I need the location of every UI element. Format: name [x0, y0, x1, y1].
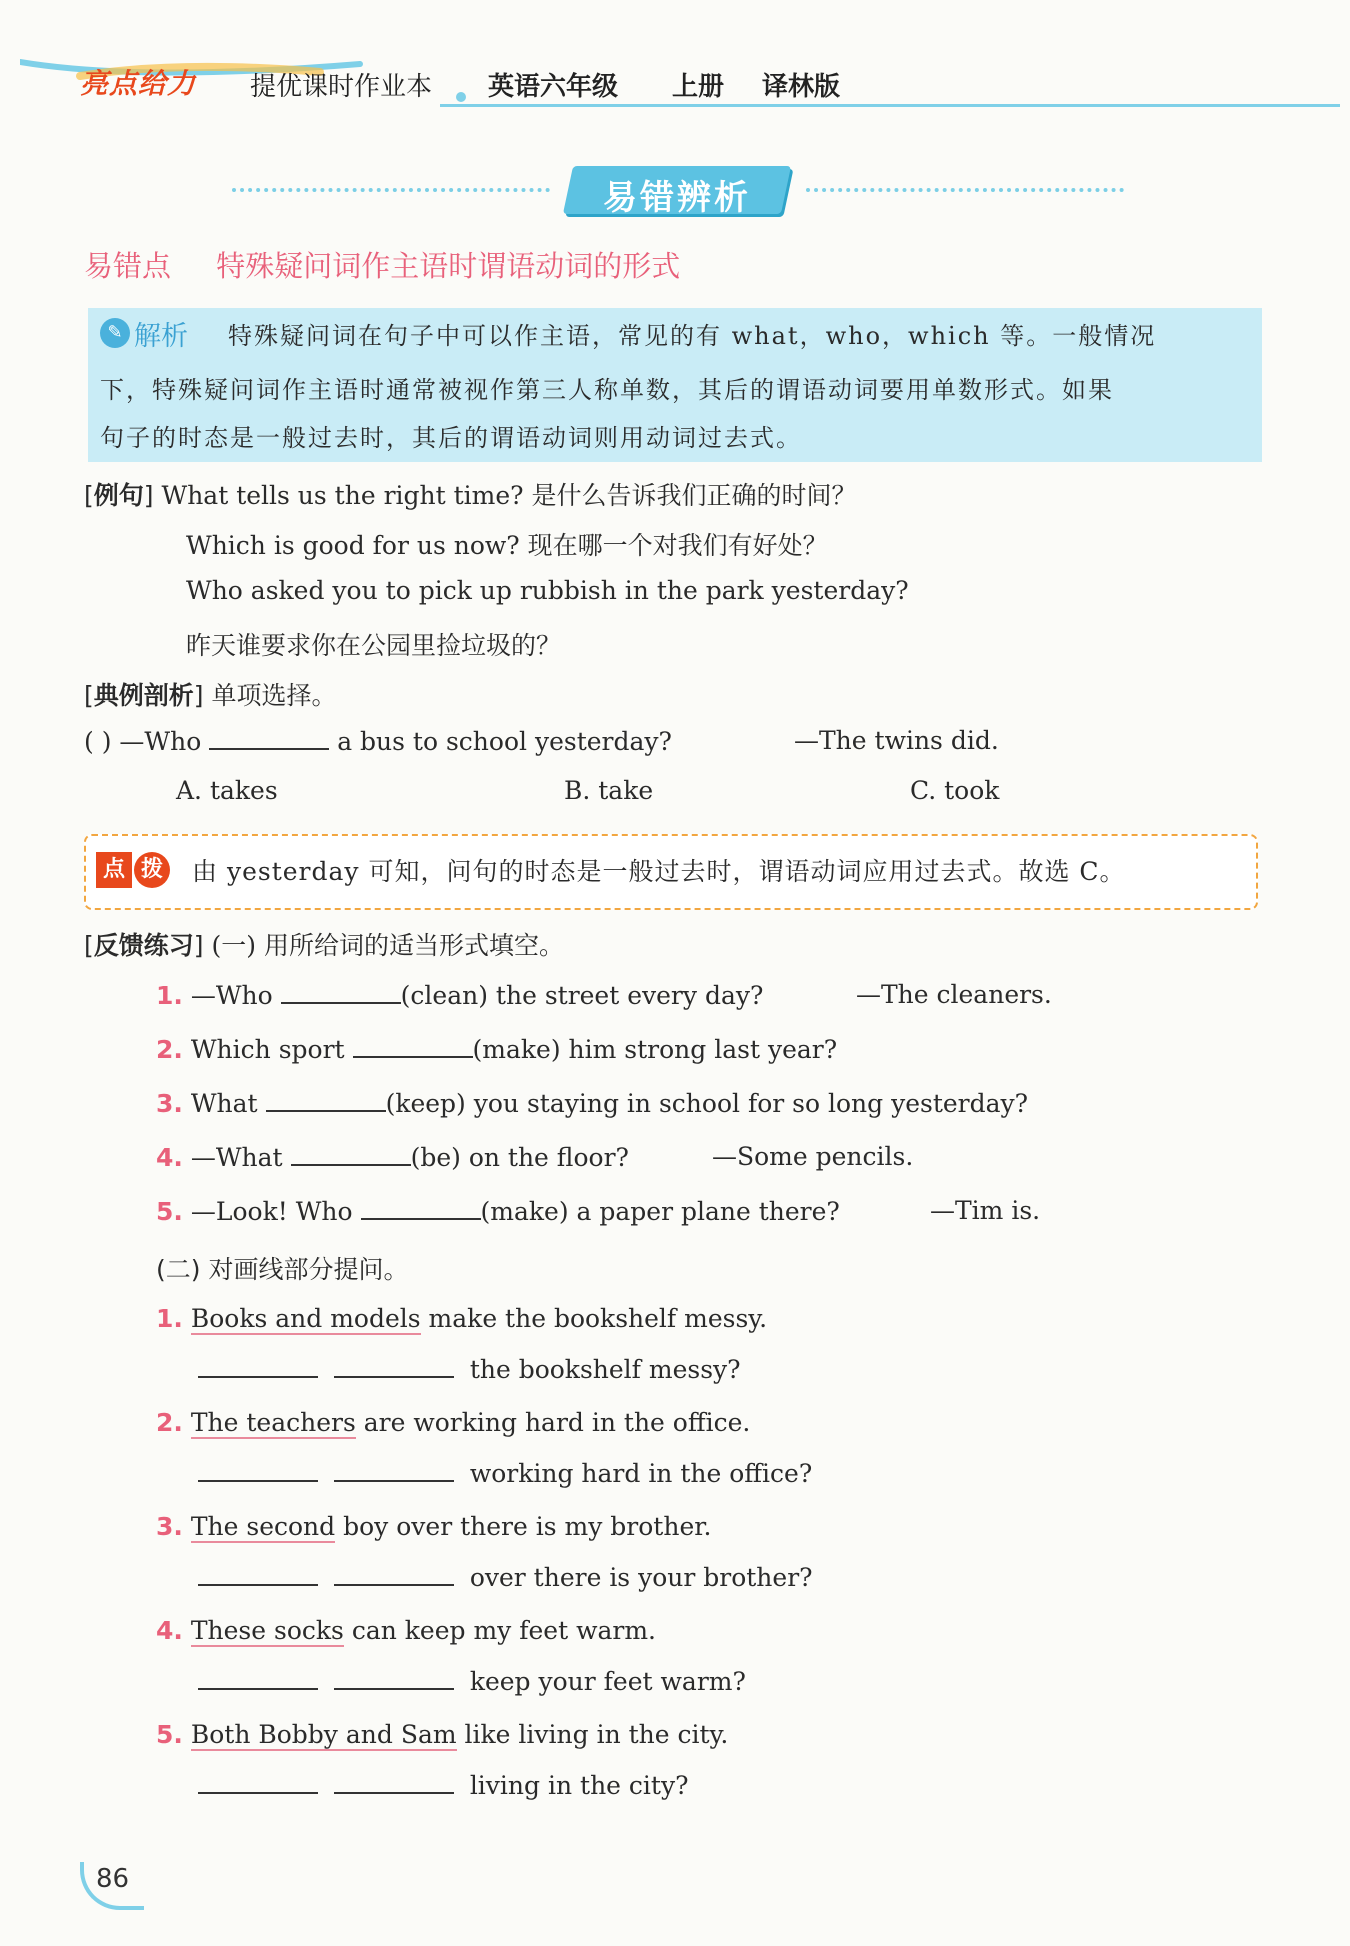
question-number: 4. — [156, 1143, 183, 1172]
example-sentence: Which is good for us now? 现在哪一个对我们有好处？ — [186, 531, 828, 560]
typical-label: 典例剖析 — [93, 681, 194, 710]
rewrite-question-2 — [156, 1408, 750, 1437]
header-edition: 译林版 — [762, 72, 841, 102]
rewrite-answer-3 — [198, 1562, 813, 1592]
answer-blank[interactable] — [198, 1354, 318, 1378]
question-text: can keep my feet warm. — [343, 1616, 656, 1645]
practice-heading — [84, 926, 564, 962]
question-text: —What — [190, 1143, 283, 1172]
analysis-label: 解析 — [134, 321, 188, 352]
example-sentence: 昨天谁要求你在公园里捡垃圾的？ — [186, 631, 562, 660]
underlined-phrase: Both Bobby and Sam — [190, 1720, 457, 1749]
question-text: (make) a paper plane there? — [480, 1197, 840, 1226]
question-text: (be) on the floor? — [410, 1143, 629, 1172]
answer-text: the bookshelf messy? — [469, 1355, 741, 1384]
fill-reply-5: —Tim is. — [930, 1196, 1041, 1225]
answer-blank[interactable] — [198, 1666, 318, 1690]
brand-logo: 亮点给力 — [80, 67, 197, 100]
rewrite-question-1 — [156, 1304, 767, 1333]
rewrite-answer-4 — [198, 1666, 746, 1696]
question-text: a bus to school yesterday? — [337, 727, 672, 756]
answer-blank[interactable] — [334, 1458, 454, 1482]
rewrite-answer-1 — [198, 1354, 741, 1384]
rewrite-answer-5 — [198, 1770, 688, 1800]
question-text: (keep) you staying in school for so long yesterday? — [385, 1089, 1029, 1118]
rewrite-answer-2 — [198, 1458, 812, 1488]
fill-reply-4: —Some pencils. — [712, 1142, 914, 1171]
practice-tag: [反馈练习] — [84, 931, 204, 960]
question-text: (make) him strong last year? — [472, 1035, 838, 1064]
question-text: like living in the city. — [456, 1720, 729, 1749]
header-grade: 英语六年级 — [488, 72, 619, 102]
error-point-label: 易错点 — [84, 249, 172, 283]
answer-blank[interactable] — [334, 1770, 454, 1794]
examples-label: 例句 — [93, 481, 144, 510]
underlined-phrase: The teachers — [190, 1408, 356, 1437]
question-text: are working hard in the office. — [355, 1408, 751, 1437]
rewrite-question-3 — [156, 1512, 711, 1541]
header-subtitle: 提优课时作业本 — [250, 72, 433, 102]
section-banner-title: 易错辨析 — [603, 178, 751, 218]
answer-blank[interactable] — [209, 726, 329, 750]
examples-line-1 — [84, 476, 857, 512]
fill-question-1 — [156, 980, 763, 1010]
answer-blank[interactable] — [198, 1562, 318, 1586]
analysis-line-3: 句子的时态是一般过去时，其后的谓语动词则用动词过去式。 — [100, 424, 802, 452]
fill-reply-1: —The cleaners. — [856, 980, 1052, 1009]
fill-question-3 — [156, 1088, 1028, 1118]
typical-question — [84, 726, 672, 756]
question-number: 1. — [156, 1304, 183, 1333]
question-number: 5. — [156, 1720, 183, 1749]
example-sentence: Who asked you to pick up rubbish in the park yesterday? — [186, 576, 909, 605]
question-text: What — [190, 1089, 258, 1118]
answer-paren[interactable]: ( ) — [84, 727, 112, 756]
question-number: 3. — [156, 1089, 183, 1118]
option-c[interactable]: C. took — [910, 776, 1000, 805]
answer-blank[interactable] — [266, 1088, 386, 1112]
answer-blank[interactable] — [353, 1034, 473, 1058]
answer-text: keep your feet warm? — [469, 1667, 746, 1696]
header-volume: 上册 — [672, 72, 725, 102]
question-text: —Look! Who — [190, 1197, 353, 1226]
answer-blank[interactable] — [334, 1666, 454, 1690]
fill-question-5 — [156, 1196, 840, 1226]
typical-reply: —The twins did. — [794, 726, 999, 755]
example-sentence: What tells us the right time? 是什么告诉我们正确的时间？ — [161, 481, 857, 510]
header-divider — [440, 104, 1340, 107]
question-number: 2. — [156, 1035, 183, 1064]
answer-blank[interactable] — [361, 1196, 481, 1220]
typical-tag: [典例剖析] — [84, 681, 204, 710]
hint-text: 由 yesterday 可知，问句的时态是一般过去时，谓语动词应用过去式。故选 C。 — [192, 857, 1126, 886]
analysis-line-1: 特殊疑问词在句子中可以作主语，常见的有 what，who，which 等。一般情况 — [228, 322, 1157, 350]
examples-tag: [例句] — [84, 481, 154, 510]
underlined-phrase: Books and models — [190, 1304, 421, 1333]
rewrite-question-5 — [156, 1720, 728, 1749]
question-number: 5. — [156, 1197, 183, 1226]
answer-blank[interactable] — [198, 1458, 318, 1482]
question-number: 4. — [156, 1616, 183, 1645]
hint-badge — [96, 852, 172, 888]
error-point-heading — [84, 244, 680, 285]
hint-badge-char-2: 拨 — [134, 852, 170, 888]
question-text: make the bookshelf messy. — [420, 1304, 768, 1333]
option-a[interactable]: A. takes — [176, 776, 278, 805]
answer-blank[interactable] — [198, 1770, 318, 1794]
error-point-title: 特殊疑问词作主语时谓语动词的形式 — [216, 249, 681, 283]
page-number: 86 — [96, 1864, 130, 1894]
answer-blank[interactable] — [291, 1142, 411, 1166]
practice-label: 反馈练习 — [93, 931, 194, 960]
answer-blank[interactable] — [334, 1562, 454, 1586]
answer-text: working hard in the office? — [469, 1459, 813, 1488]
question-text: Which sport — [190, 1035, 345, 1064]
option-b[interactable]: B. take — [564, 776, 654, 805]
hint-badge-char-1: 点 — [96, 852, 132, 888]
analysis-line-2: 下，特殊疑问词作主语时通常被视作第三人称单数，其后的谓语动词要用单数形式。如果 — [100, 376, 1114, 404]
answer-blank[interactable] — [281, 980, 401, 1004]
fill-question-2 — [156, 1034, 837, 1064]
rewrite-question-4 — [156, 1616, 656, 1645]
question-text: (clean) the street every day? — [400, 981, 764, 1010]
question-number: 2. — [156, 1408, 183, 1437]
answer-text: over there is your brother? — [469, 1563, 813, 1592]
underlined-phrase: These socks — [190, 1616, 344, 1645]
question-text: —Who — [119, 727, 202, 756]
key-icon: ✎ — [100, 318, 130, 348]
answer-blank[interactable] — [334, 1354, 454, 1378]
typical-heading — [84, 676, 337, 712]
question-text: boy over there is my brother. — [335, 1512, 712, 1541]
typical-instruction: 单项选择。 — [211, 681, 337, 710]
fill-question-4 — [156, 1142, 629, 1172]
header-dot-decoration — [456, 92, 466, 102]
question-text: —Who — [190, 981, 273, 1010]
question-number: 3. — [156, 1512, 183, 1541]
banner-dotted-line-left — [232, 188, 550, 192]
banner-dotted-line-right — [806, 188, 1124, 192]
practice-part1-title: (一) 用所给词的适当形式填空。 — [211, 931, 564, 960]
underlined-phrase: The second — [190, 1512, 336, 1541]
answer-text: living in the city? — [469, 1771, 689, 1800]
question-number: 1. — [156, 981, 183, 1010]
practice-part2-title: (二) 对画线部分提问。 — [156, 1255, 409, 1284]
